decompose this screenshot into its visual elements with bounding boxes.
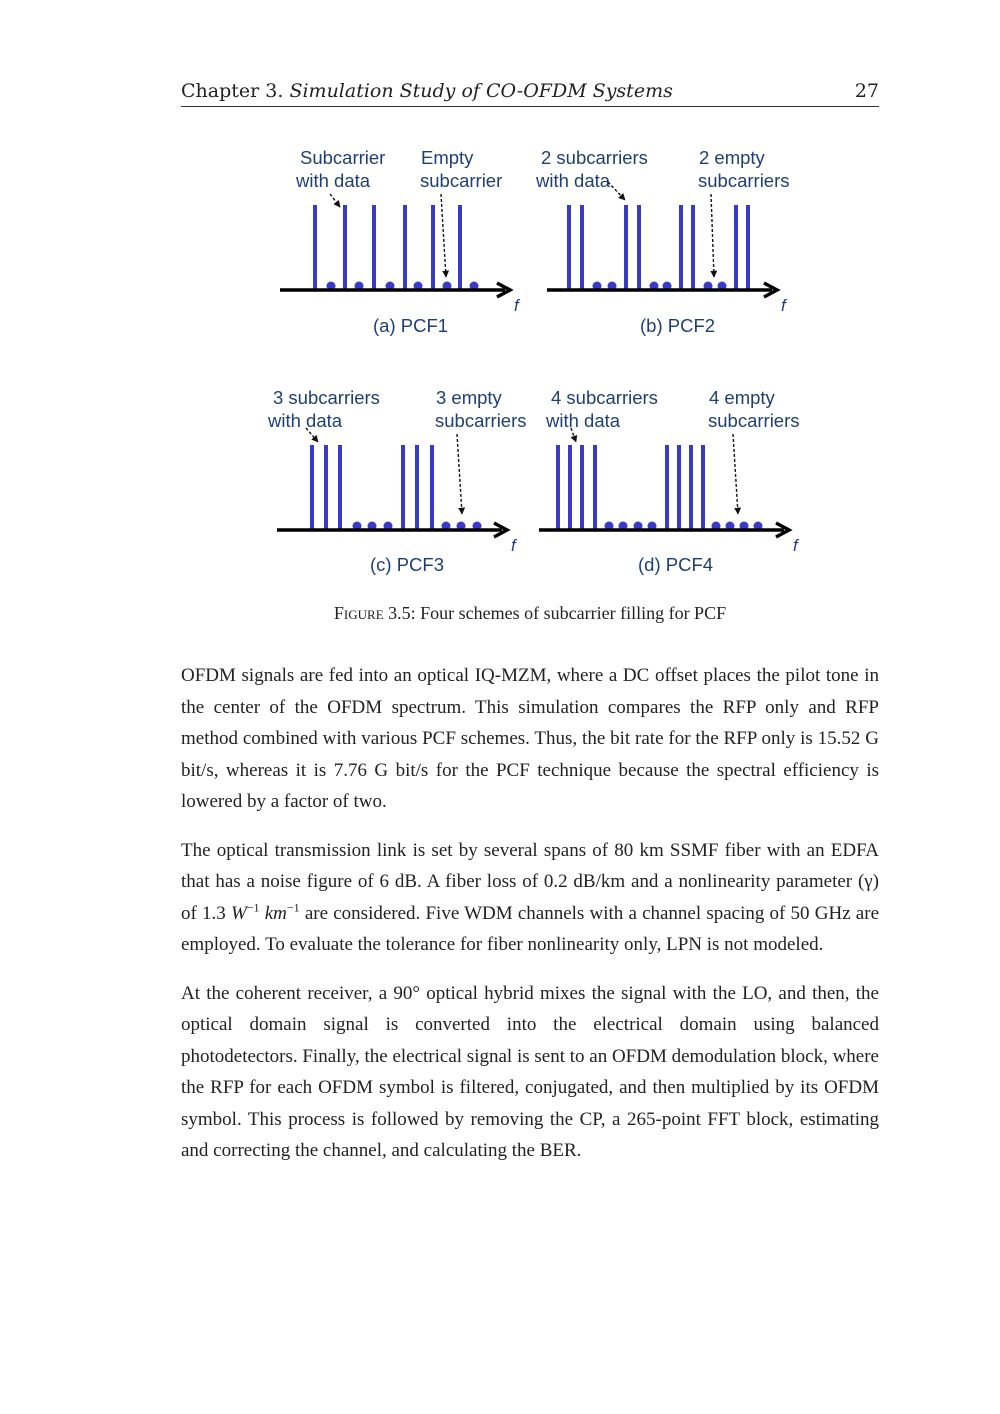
pcf2-label-empty-line1: 2 empty (699, 147, 765, 168)
pcf3-label-data-line2: with data (268, 410, 343, 431)
pcf1-data-pointer (330, 194, 340, 207)
pcf4-label-data-line1: 4 subcarriers (551, 387, 658, 408)
panel-pcf2 (535, 147, 790, 336)
pcf4-label-empty-line1: 4 empty (709, 387, 775, 408)
pcf1-caption: (a) PCF1 (373, 315, 449, 336)
pcf4-empty-pointer (733, 434, 738, 514)
pcf2-axis-label: f (781, 296, 786, 315)
pcf2-label-empty-line2: subcarriers (698, 170, 790, 191)
page-number: 27 (854, 80, 879, 102)
pcf3-data-subcarriers (310, 445, 434, 530)
pcf3-axis-label: f (511, 536, 516, 555)
header-chapter: Chapter 3. Simulation Study of CO-OFDM Systems (181, 80, 673, 102)
figure-label: Figure 3.5: (333, 603, 416, 623)
pcf4-data-subcarriers (556, 445, 705, 530)
pcf1-axis-label: f (514, 296, 519, 315)
paragraph-1: OFDM signals are fed into an optical IQ-MZM, where a DC offset places the pilot tone in the center of the OFDM spectrum. This simulation compares the RFP only and RFP method combined with various PCF schemes. Thus, the bit rate for the RFP only is 15.52 G bit/s, whereas it is 7.76 G bit/s for the PCF technique because the spectral efficiency is lowered by a factor of two. (181, 665, 879, 812)
pcf1-data-subcarriers (313, 205, 462, 290)
panel-pcf3 (267, 387, 527, 575)
pcf2-data-pointer (608, 182, 625, 200)
pcf1-empty-pointer (441, 194, 446, 277)
panel-pcf4 (539, 387, 800, 575)
pcf1-label-data-line2: with data (296, 170, 371, 191)
pcf1-label-empty-line1: Empty (421, 147, 474, 168)
pcf2-empty-pointer (711, 194, 714, 277)
pcf2-caption: (b) PCF2 (640, 315, 716, 336)
figure-caption-text: Four schemes of subcarrier filling for PCF (420, 603, 727, 623)
panel-pcf1 (280, 147, 521, 336)
body-text (181, 660, 879, 1184)
pcf2-data-subcarriers (567, 205, 750, 290)
pcf3-label-empty-line2: subcarriers (435, 410, 527, 431)
pcf3-label-empty-line1: 3 empty (436, 387, 502, 408)
pcf4-axis-label: f (793, 536, 798, 555)
paragraph-2: The optical transmission link is set by several spans of 80 km SSMF fiber with an EDFA that has a noise figure of 6 dB. A fiber loss of 0.2 dB/km and a nonlinearity parameter (γ) of 1.3 $W^{-1}$ $km^{-1}$ are considered. Five WDM channels with a channel spacing of 50 GHz are employed. To evaluate the tolerance for fiber nonlinearity only, LPN is not modeled. (181, 839, 879, 955)
pcf4-caption: (d) PCF4 (638, 554, 714, 575)
figure-caption (181, 603, 879, 624)
pcf3-empty-pointer (457, 434, 462, 514)
pcf1-label-empty-line2: subcarrier (420, 170, 503, 191)
pcf2-label-data-line2: with data (536, 170, 611, 191)
paragraph-3: At the coherent receiver, a 90° optical hybrid mixes the signal with the LO, and then, the optical domain signal is converted into the electrical domain using balanced photodetectors. Finally, the electrical signal is sent to an OFDM demodulation block, where the RFP for each OFDM symbol is filtered, conjugated, and then multiplied by its OFDM symbol. This process is followed by removing the CP, a 265-point FFT block, estimating and correcting the channel, and calculating the BER. (181, 982, 879, 1161)
pcf3-caption: (c) PCF3 (370, 554, 444, 575)
pcf4-label-empty-line2: subcarriers (708, 410, 800, 431)
pcf4-label-data-line2: with data (546, 410, 621, 431)
pcf2-label-data-line1: 2 subcarriers (541, 147, 648, 168)
pcf3-label-data-line1: 3 subcarriers (273, 387, 380, 408)
figure-subcarrier-filling (0, 0, 1000, 600)
pcf1-label-data-line1: Subcarrier (300, 147, 386, 168)
